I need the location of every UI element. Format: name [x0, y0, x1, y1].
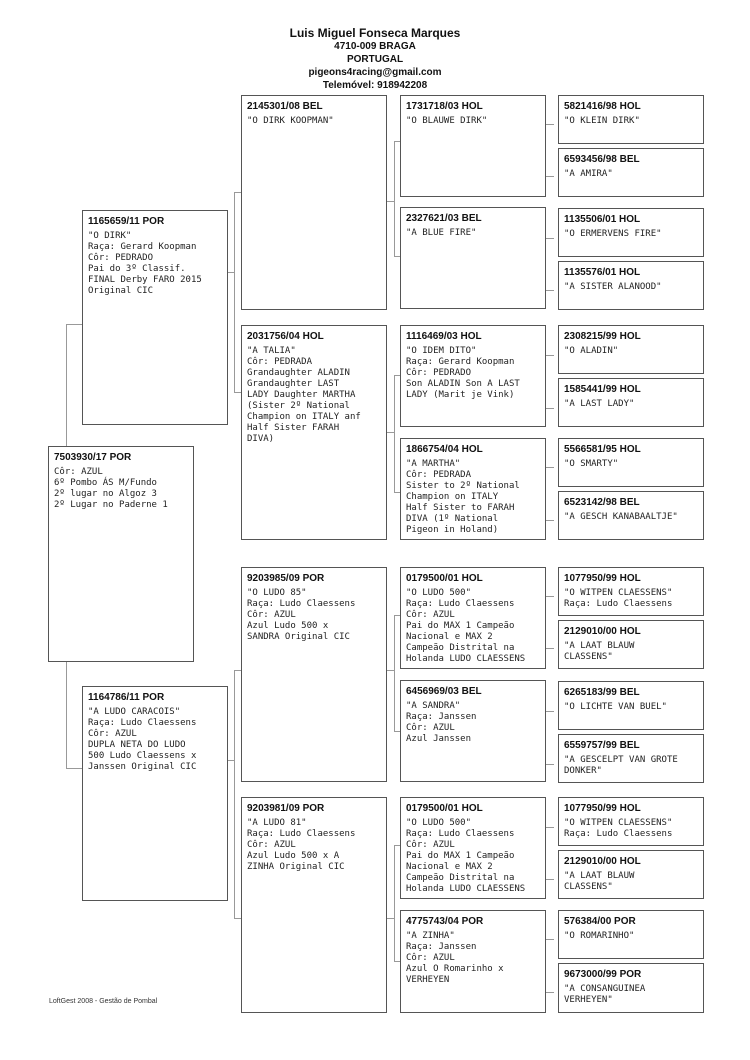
breeder-address: 4710-009 BRAGA — [334, 41, 416, 52]
connector-line — [545, 467, 554, 468]
ring-number: 1165659/11 POR — [88, 216, 165, 227]
pigeon-gen3 — [400, 207, 546, 309]
connector-line — [234, 918, 241, 919]
pigeon-gen4 — [558, 567, 704, 616]
pigeon-gen3 — [400, 567, 546, 669]
pigeon-info: "O SMARTY" — [564, 459, 619, 469]
pigeon-info: "A GESCELPT VAN GROTE DONKER" — [564, 755, 678, 776]
connector-line — [234, 392, 241, 393]
pigeon-gen4 — [558, 734, 704, 783]
pigeon-info: Côr: AZUL 6º Pombo ÁS M/Fundo 2º lugar no Algoz 3 2º Lugar no Paderne 1 — [54, 467, 168, 510]
pigeon-gen3 — [400, 797, 546, 899]
ring-number: 9673000/99 POR — [564, 969, 642, 980]
pigeon-info: "O LICHTE VAN BUEL" — [564, 702, 667, 712]
pigeon-gen3 — [400, 680, 546, 782]
connector-line — [545, 939, 554, 940]
connector-line — [545, 520, 554, 521]
pigeon-gen2 — [241, 797, 387, 1013]
connector-line — [545, 408, 554, 409]
ring-number: 1135506/01 HOL — [564, 214, 641, 225]
connector-line — [234, 192, 235, 272]
ring-number: 2145301/08 BEL — [247, 101, 323, 112]
ring-number: 6593456/98 BEL — [564, 154, 640, 165]
pigeon-gen3 — [400, 438, 546, 540]
pigeon-gen3 — [400, 910, 546, 1013]
pigeon-sire — [82, 210, 228, 425]
pigeon-info: "A CONSANGUINEA VERHEYEN" — [564, 984, 646, 1005]
connector-line — [545, 827, 554, 828]
connector-line — [545, 238, 554, 239]
pigeon-info: "A BLUE FIRE" — [406, 228, 477, 238]
ring-number: 1164786/11 POR — [88, 692, 165, 703]
connector-line — [545, 879, 554, 880]
connector-line — [234, 670, 235, 918]
pigeon-info: "O WITPEN CLAESSENS" Raça: Ludo Claessens — [564, 818, 673, 839]
connector-line — [545, 124, 554, 125]
pigeon-info: "O WITPEN CLAESSENS" Raça: Ludo Claessens — [564, 588, 673, 609]
pigeon-gen4 — [558, 261, 704, 310]
connector-line — [545, 290, 554, 291]
pigeon-gen4 — [558, 438, 704, 487]
ring-number: 1866754/04 HOL — [406, 444, 483, 455]
pigeon-info: "O LUDO 85" Raça: Ludo Claessens Côr: AZUL Azul Ludo 500 x SANDRA Original CIC — [247, 588, 356, 642]
ring-number: 7503930/17 POR — [54, 452, 132, 463]
connector-line — [545, 355, 554, 356]
pigeon-gen4 — [558, 620, 704, 669]
ring-number: 576384/00 POR — [564, 916, 636, 927]
pigeon-gen4 — [558, 208, 704, 257]
pigeon-gen4 — [558, 910, 704, 959]
pigeon-dam — [82, 686, 228, 901]
pigeon-info: "O LUDO 500" Raça: Ludo Claessens Côr: AZUL Pai do MAX 1 Campeão Nacional e MAX 2 Campeão Distrital na Holanda LUDO CLAESSENS — [406, 818, 526, 894]
ring-number: 9203981/09 POR — [247, 803, 325, 814]
pigeon-gen4 — [558, 148, 704, 197]
pigeon-info: "A LUDO CARACOIS" Raça: Ludo Claessens Côr: AZUL DUPLA NETA DO LUDO 500 Ludo Claessens x Janssen Original CIC — [88, 707, 197, 772]
pigeon-gen4 — [558, 797, 704, 846]
connector-line — [228, 760, 235, 761]
connector-line — [394, 375, 395, 492]
pigeon-info: "O LUDO 500" Raça: Ludo Claessens Côr: AZUL Pai do MAX 1 Campeão Nacional e MAX 2 Campeão Distrital na Holanda LUDO CLAESSENS — [406, 588, 526, 664]
pigeon-info: "O ROMARINHO" — [564, 931, 635, 941]
pigeon-info: "O KLEIN DIRK" — [564, 116, 640, 126]
connector-line — [66, 768, 82, 769]
ring-number: 0179500/01 HOL — [406, 803, 483, 814]
connector-line — [234, 670, 241, 671]
pigeon-gen4 — [558, 325, 704, 374]
breeder-phone: Telemóvel: 918942208 — [322, 80, 428, 91]
ring-number: 1135576/01 HOL — [564, 267, 641, 278]
connector-line — [66, 662, 67, 768]
pigeon-gen4 — [558, 963, 704, 1013]
pigeon-gen3 — [400, 95, 546, 197]
pigeon-info: "O ERMERVENS FIRE" — [564, 229, 662, 239]
connector-line — [394, 615, 395, 731]
connector-line — [66, 324, 82, 325]
pigeon-gen2 — [241, 325, 387, 540]
ring-number: 1077950/99 HOL — [564, 803, 641, 814]
pigeon-info: "A LUDO 81" Raça: Ludo Claessens Côr: AZUL Azul Ludo 500 x A ZINHA Original CIC — [247, 818, 356, 872]
ring-number: 2327621/03 BEL — [406, 213, 482, 224]
ring-number: 2129010/00 HOL — [564, 626, 641, 637]
pigeon-info: "O IDEM DITO" Raça: Gerard Koopman Côr: PEDRADO Son ALADIN Son A LAST LADY (Marit je Vink) — [406, 346, 520, 400]
connector-line — [234, 192, 241, 193]
connector-line — [545, 648, 554, 649]
ring-number: 2031756/04 HOL — [247, 331, 324, 342]
connector-line — [545, 176, 554, 177]
ring-number: 6265183/99 BEL — [564, 687, 640, 698]
footer-credit: LoftGest 2008 - Gestão de Pombal — [49, 998, 158, 1005]
pigeon-gen2 — [241, 95, 387, 310]
ring-number: 1077950/99 HOL — [564, 573, 641, 584]
pigeon-info: "A LAAT BLAUW CLASSENS" — [564, 641, 635, 662]
pigeon-info: "O BLAUWE DIRK" — [406, 116, 488, 126]
pigeon-info: "A SISTER ALANOOD" — [564, 282, 662, 292]
pigeon-gen4 — [558, 850, 704, 899]
breeder-name: Luis Miguel Fonseca Marques — [289, 26, 461, 40]
pigeon-info: "A TALIA" Côr: PEDRADA Grandaughter ALADIN Grandaughter LAST LADY Daughter MARTHA (Sister 2º National Champion on ITALY anf Half Sister FARAH DIVA) — [247, 346, 361, 444]
connector-line — [386, 201, 395, 202]
ring-number: 6559757/99 BEL — [564, 740, 640, 751]
pigeon-info: "A SANDRA" Raça: Janssen Côr: AZUL Azul Janssen — [406, 701, 477, 744]
ring-number: 1731718/03 HOL — [406, 101, 483, 112]
connector-line — [234, 272, 235, 392]
ring-number: 6456969/03 BEL — [406, 686, 482, 697]
connector-line — [394, 845, 395, 961]
pigeon-info: "A LAST LADY" — [564, 399, 635, 409]
breeder-header — [0, 26, 750, 92]
connector-line — [545, 711, 554, 712]
ring-number: 5821416/98 HOL — [564, 101, 641, 112]
ring-number: 9203985/09 POR — [247, 573, 325, 584]
breeder-email: pigeons4racing@gmail.com — [308, 67, 442, 78]
pigeon-info: "O ALADIN" — [564, 346, 619, 356]
connector-line — [394, 141, 395, 256]
ring-number: 2129010/00 HOL — [564, 856, 641, 867]
ring-number: 6523142/98 BEL — [564, 497, 640, 508]
ring-number: 1585441/99 HOL — [564, 384, 641, 395]
pigeon-info: "A GESCH KANABAALTJE" — [564, 512, 678, 522]
ring-number: 4775743/04 POR — [406, 916, 484, 927]
ring-number: 0179500/01 HOL — [406, 573, 483, 584]
connector-line — [545, 596, 554, 597]
pigeon-info: "A ZINHA" Raça: Janssen Côr: AZUL Azul O Romarinho x VERHEYEN — [406, 931, 504, 985]
ring-number: 1116469/03 HOL — [406, 331, 482, 342]
connector-line — [545, 764, 554, 765]
connector-line — [386, 670, 395, 671]
pigeon-gen4 — [558, 378, 704, 427]
pigeon-gen3 — [400, 325, 546, 427]
connector-line — [386, 432, 395, 433]
pigeon-info: "A LAAT BLAUW CLASSENS" — [564, 871, 635, 892]
connector-line — [66, 324, 67, 446]
pigeon-subject — [48, 446, 194, 662]
pigeon-info: "A AMIRA" — [564, 169, 613, 179]
connector-line — [545, 992, 554, 993]
pigeon-gen4 — [558, 491, 704, 540]
pigeon-info: "O DIRK KOOPMAN" — [247, 116, 334, 126]
ring-number: 5566581/95 HOL — [564, 444, 641, 455]
breeder-country: PORTUGAL — [346, 54, 404, 65]
pigeon-info: "A MARTHA" Côr: PEDRADA Sister to 2º National Champion on ITALY Half Sister to FARAH DIVA (1º National Pigeon in Holand) — [406, 459, 520, 535]
pigeon-gen4 — [558, 95, 704, 144]
pigeon-gen4 — [558, 681, 704, 730]
connector-line — [386, 918, 395, 919]
ring-number: 2308215/99 HOL — [564, 331, 641, 342]
pigeon-gen2 — [241, 567, 387, 782]
pigeon-info: "O DIRK" Raça: Gerard Koopman Côr: PEDRADO Pai do 3º Classif. FINAL Derby FARO 2015 Original CIC — [88, 231, 202, 296]
